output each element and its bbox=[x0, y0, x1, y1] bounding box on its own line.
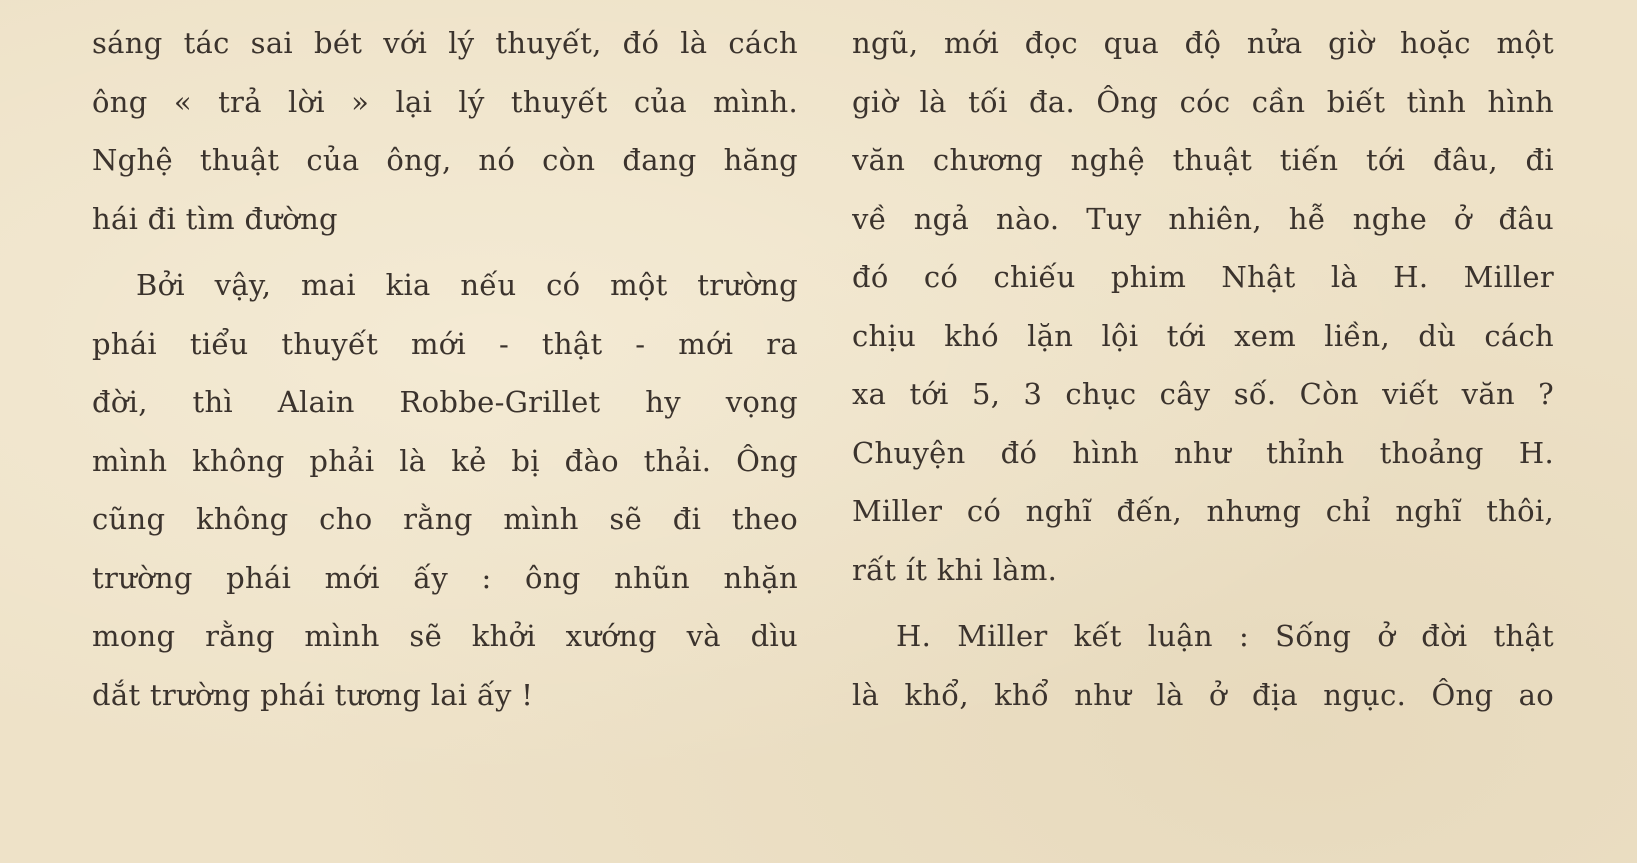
text-line: phái tiểu thuyết mới - thật - mới ra bbox=[92, 326, 798, 361]
text-line: ông « trả lời » lại lý thuyết của mình. bbox=[92, 84, 798, 119]
text-line: trường phái mới ấy : ông nhũn nhặn bbox=[92, 560, 798, 595]
text-line: Nghệ thuật của ông, nó còn đang hăng bbox=[92, 143, 798, 177]
left-column bbox=[92, 14, 798, 724]
text-line: giờ là tối đa. Ông cóc cần biết tình hình bbox=[852, 84, 1554, 119]
text-line: Miller có nghĩ đến, nhưng chỉ nghĩ thôi, bbox=[852, 494, 1554, 528]
text-line: hái đi tìm đường bbox=[92, 201, 338, 236]
text-line: mình không phải là kẻ bị đào thải. Ông bbox=[92, 443, 798, 478]
text-line: đời, thì Alain Robbe-Grillet hy vọng bbox=[92, 385, 798, 419]
text-line: H. Miller kết luận : Sống ở đời thật bbox=[896, 619, 1554, 653]
text-line: cũng không cho rằng mình sẽ đi theo bbox=[92, 502, 798, 536]
text-line: mong rằng mình sẽ khởi xướng và dìu bbox=[92, 619, 798, 653]
text-line: chịu khó lặn lội tới xem liền, dù cách bbox=[852, 318, 1554, 353]
text-line: Bởi vậy, mai kia nếu có một trường bbox=[136, 268, 798, 302]
text-line: dắt trường phái tương lai ấy ! bbox=[92, 677, 534, 712]
text-line: xa tới 5, 3 chục cây số. Còn viết văn ? bbox=[852, 377, 1554, 411]
text-line: đó có chiếu phim Nhật là H. Miller bbox=[852, 260, 1554, 294]
text-line: sáng tác sai bét với lý thuyết, đó là cách bbox=[92, 26, 798, 60]
text-line: Chuyện đó hình như thỉnh thoảng H. bbox=[852, 435, 1554, 470]
text-line: về ngả nào. Tuy nhiên, hễ nghe ở đâu bbox=[852, 201, 1554, 236]
text-line: là khổ, khổ như là ở địa ngục. Ông ao bbox=[852, 677, 1554, 712]
paragraph-gap bbox=[852, 599, 1554, 607]
paragraph-gap bbox=[92, 248, 798, 256]
text-line: rất ít khi làm. bbox=[852, 552, 1058, 587]
text-line: văn chương nghệ thuật tiến tới đâu, đi bbox=[852, 143, 1554, 177]
text-line: ngũ, mới đọc qua độ nửa giờ hoặc một bbox=[852, 26, 1554, 60]
right-column bbox=[852, 14, 1554, 724]
